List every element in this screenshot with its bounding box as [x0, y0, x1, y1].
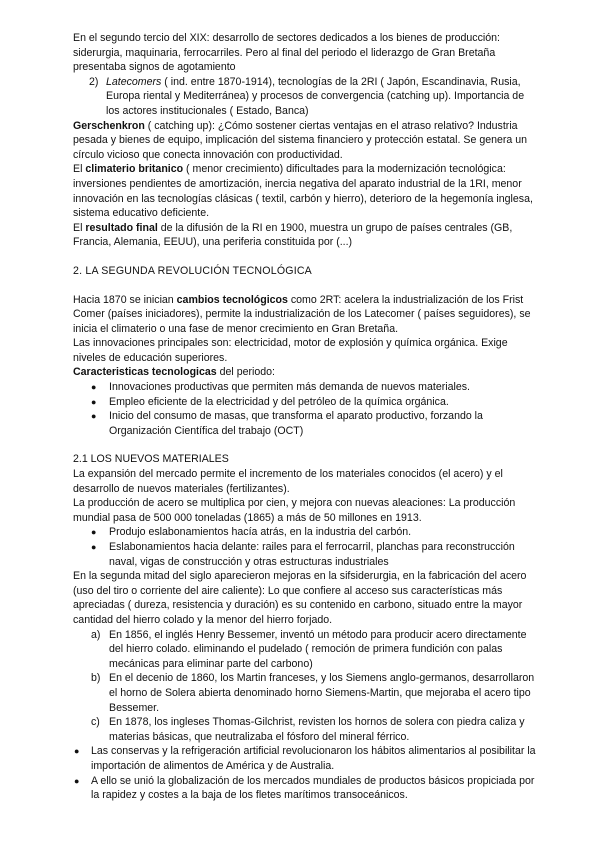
list-item: ● A ello se unió la globalización de los mercados mundiales de productos básicos propiciada por la rapidez y costes a la baja de los fletes marítimos transoceánicos. — [74, 774, 535, 802]
bullet-icon: ● — [91, 527, 97, 538]
list-item: c) En 1878, los ingleses Thomas-Gilchrist, revisten los hornos de solera con piedra caliza y materias básicas, que neutralizaba el fósforo del mineral férrico. — [73, 715, 538, 744]
materiales-paragraph: La expansión del mercado permite el incremento de los materiales conocidos (el acero) y el desarrollo de nuevos materiales (fertilizantes). — [73, 468, 503, 495]
list-marker: b) — [91, 672, 101, 685]
climaterio-term: climaterio britanico — [85, 163, 184, 176]
list-item: ● Innovaciones productivas que permiten más demanda de nuevos materiales. — [73, 380, 538, 395]
numbered-list — [73, 75, 538, 119]
gerschenkron-term: Gerschenkron — [73, 119, 145, 132]
bullet-list — [73, 744, 538, 802]
subsection-heading: 2.1 LOS NUEVOS MATERIALES — [73, 453, 229, 466]
acero-paragraph: La producción de acero se multiplica por cien, y mejora con nuevas aleaciones: La producción mundial pasa de 500 000 toneladas (1865) a más de 50 millones en 1913. — [73, 497, 516, 524]
list-item: ● Inicio del consumo de masas, que transforma el aparato productivo, forzando la Organización Científica del trabajo (OCT) — [73, 409, 538, 438]
list-marker: 2) — [89, 75, 99, 88]
climaterio-paragraph: El climaterio britanico ( menor crecimiento) dificultades para la modernización tecnológica: inversiones pendientes de amortización, inercia negativa del aparato industrial de la 1RI, menor innovación en las tecnologías clásicas ( textil, carbón y hierro), deterioro de la hegemonía inglesa, sistema educativo deficiente. — [73, 163, 533, 220]
resultado-paragraph: El resultado final de la difusión de la RI en 1900, muestra un grupo de países centrales (GB, Francia, Alemania, EEUU), una periferia constituida por (...) — [73, 221, 513, 249]
list-item: ● Produjo eslabonamientos hacía atrás, en la industria del carbón. — [73, 525, 538, 540]
list-item: ● Las conservas y la refrigeración artificial revolucionaron los hábitos alimentarios al posibilitar la importación de alimentos de América y de Australia. — [74, 745, 536, 772]
section-heading: 2. LA SEGUNDA REVOLUCIÓN TECNOLÓGICA — [73, 264, 312, 277]
list-item: ● Eslabonamientos hacia delante: railes para el ferrocarril, planchas para reconstrucción naval, vigas de construcción y otras estructuras industriales — [73, 540, 538, 569]
list-item: ● Empleo eficiente de la electricidad y del petróleo de la química orgánica. — [73, 395, 538, 410]
gerschenkron-paragraph: Gerschenkron ( catching up): ¿Cómo sostener ciertas ventajas en el atraso relativo? Industria pesada y bienes de equipo, implicación del sistema financiero y protección estatal. Se genera un círculo vicioso que conecta innovación con productividad. — [73, 119, 528, 161]
list-item — [73, 75, 538, 119]
list-marker: a) — [91, 628, 101, 641]
bullet-icon: ● — [91, 396, 97, 407]
bullet-icon: ● — [74, 775, 80, 786]
caracteristicas-paragraph: Caracteristicas tecnologicas del periodo: — [73, 366, 275, 379]
list-marker: c) — [91, 716, 100, 729]
alpha-list — [73, 628, 538, 745]
innovaciones-paragraph: Las innovaciones principales son: electricidad, motor de explosión y química orgánica. Exige niveles de educación superiores. — [73, 337, 508, 364]
latecomers-text: ( ind. entre 1870-1914), tecnologías de la 2RI ( Japón, Escandinavia, Rusia, Europa riental y Mediterránea) y procesos de convergencia (catching up). Importancia de los actores institucionales ( Estado, Banca) — [106, 75, 525, 117]
bullet-icon: ● — [74, 746, 80, 757]
resultado-term: resultado final — [85, 221, 158, 234]
bullet-icon: ● — [91, 542, 97, 552]
bullet-icon: ● — [91, 411, 97, 422]
list-item: b) En el decenio de 1860, los Martin franceses, y los Siemens anglo-germanos, desarrollaron el horno de Solera abierta denominado horno Siemens-Martin, que mejoraba el acero tipo Bessemer. — [73, 671, 538, 715]
siderurgia-paragraph: En la segunda mitad del siglo aparecieron mejoras en la sifsiderurgia, en la fabricación del acero (uso del tiro o corriente del aire caliente): Lo que confiere al acceso sus características más apreciadas ( dureza, resistencia y duración) es su contenido en carbono, situado entre la mayor cantidad del hierro colado y la menor del hierro forjado. — [73, 570, 527, 626]
bullet-list — [73, 380, 538, 438]
cambios-term: cambios tecnológicos — [176, 293, 288, 306]
caracteristicas-term: Caracteristicas tecnologicas — [73, 366, 217, 379]
section2-paragraph: Hacia 1870 se inician cambios tecnológicos como 2RT: acelera la industrialización de los Frist Comer (países iniciadores), permite la industrialización de los Latecomer ( países seguidores), se inicia el climaterio o una fase de menor crecimiento en Gran Bretaña. — [73, 293, 531, 335]
intro-paragraph: En el segundo tercio del XIX: desarrollo de sectores dedicados a los bienes de producción: siderurgia, maquinaria, ferrocarriles. Pero al final del periodo el liderazgo de Gran Bretaña presentaba signos de agotamiento — [73, 32, 500, 74]
bullet-icon: ● — [91, 382, 97, 393]
bullet-list — [73, 525, 538, 569]
list-item: a) En 1856, el inglés Henry Bessemer, inventó un método para producir acero directamente del hierro colado. eliminando el pudelado ( remoción de primera fundición con palas mecánicas para eliminar parte del carbono) — [73, 628, 538, 672]
latecomers-term: Latecomers — [106, 75, 162, 88]
